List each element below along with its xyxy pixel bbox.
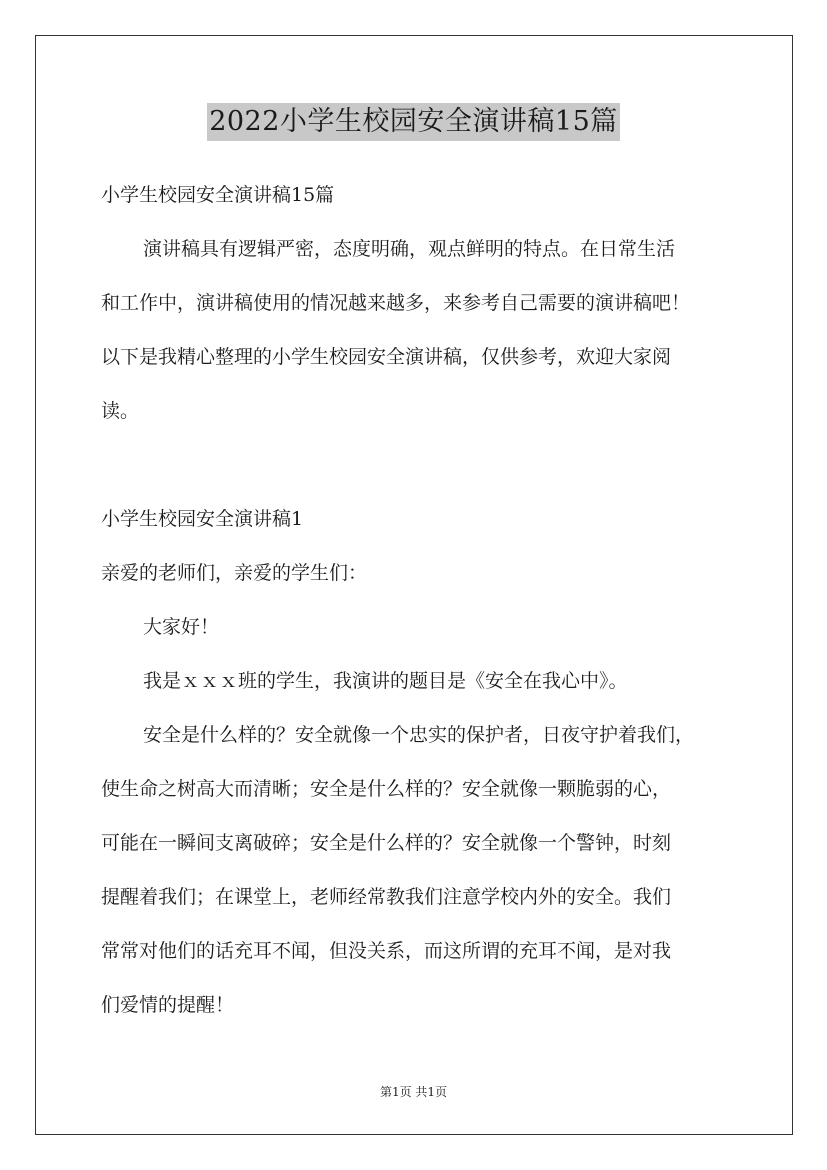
page-footer: 第1页 共1页 — [379, 1085, 448, 1099]
body-line-4: 提醒着我们；在课堂上，老师经常教我们注意学校内外的安全。我们 — [101, 886, 672, 908]
body-line-1: 安全是什么样的？安全就像一个忠实的保护者，日夜守护着我们， — [143, 724, 695, 746]
section-heading: 小学生校园安全演讲稿1 — [101, 508, 304, 530]
intro-line-1: 演讲稿具有逻辑严密，态度明确，观点鲜明的特点。在日常生活 — [143, 238, 676, 260]
body-line-3: 可能在一瞬间支离破碎；安全是什么样的？安全就像一个警钟，时刻 — [101, 832, 672, 854]
body-line-6: 们爱情的提醒！ — [101, 994, 235, 1016]
intro-line-2: 和工作中，演讲稿使用的情况越来越多，来参考自己需要的演讲稿吧！ — [101, 292, 691, 314]
document-title: 2022小学生校园安全演讲稿15篇 — [207, 103, 620, 141]
document-subtitle: 小学生校园安全演讲稿15篇 — [101, 184, 335, 206]
self-intro: 我是ｘｘｘ班的学生，我演讲的题目是《安全在我心中》。 — [143, 670, 628, 692]
salutation: 亲爱的老师们，亲爱的学生们： — [101, 562, 368, 584]
intro-line-3: 以下是我精心整理的小学生校园安全演讲稿，仅供参考，欢迎大家阅 — [101, 346, 672, 368]
body-line-5: 常常对他们的话充耳不闻，但没关系，而这所谓的充耳不闻，是对我 — [101, 940, 672, 962]
intro-line-4: 读。 — [101, 400, 140, 422]
greeting: 大家好！ — [143, 616, 220, 638]
body-line-2: 使生命之树高大而清晰；安全是什么样的？安全就像一颗脆弱的心， — [101, 778, 672, 800]
document-title-container — [0, 103, 827, 141]
